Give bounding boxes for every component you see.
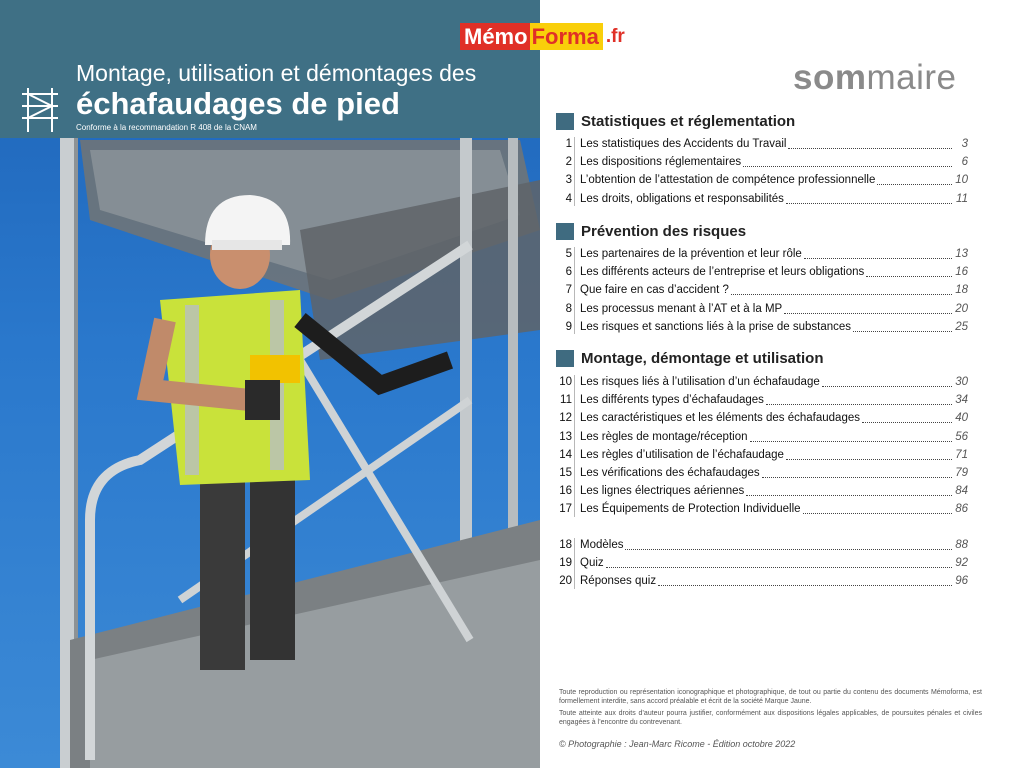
toc-leader-dots bbox=[750, 440, 953, 442]
toc-separator bbox=[574, 247, 575, 334]
toc-entry-number: 6 bbox=[565, 266, 572, 279]
document-title-line2: échafaudages de pied bbox=[76, 86, 400, 121]
photo-credit: © Photographie : Jean-Marc Ricome - Édition octobre 2022 bbox=[559, 739, 796, 749]
toc-entry[interactable] bbox=[556, 500, 968, 518]
toc-entry-number: 18 bbox=[559, 539, 572, 551]
toc-entry[interactable] bbox=[556, 446, 968, 464]
toc-entry-number: 5 bbox=[565, 248, 572, 260]
toc-entry-number: 3 bbox=[565, 174, 572, 187]
toc-entry[interactable] bbox=[556, 482, 968, 500]
memoforma-logo bbox=[460, 23, 625, 50]
toc-leader-dots bbox=[743, 165, 952, 167]
scaffold-icon bbox=[20, 86, 60, 132]
toc-section-heading bbox=[556, 223, 746, 240]
toc-entry-number: 8 bbox=[565, 302, 572, 315]
toc-entry-number: 13 bbox=[559, 430, 572, 443]
toc-entry[interactable] bbox=[556, 554, 968, 572]
toc-entry[interactable] bbox=[556, 135, 968, 153]
toc-entry-number: 16 bbox=[559, 485, 572, 498]
toc-section-heading bbox=[556, 350, 824, 367]
toc-entry[interactable] bbox=[556, 245, 968, 263]
toc-entry-label: Les processus menant à l’AT et à la MP bbox=[580, 302, 783, 315]
toc-entry[interactable] bbox=[556, 373, 968, 391]
toc-entry-page: 13 bbox=[955, 248, 968, 260]
toc-entry-page: 18 bbox=[955, 284, 968, 297]
toc-entry-number: 14 bbox=[559, 448, 572, 461]
logo-part-forma: Forma bbox=[530, 23, 603, 50]
toc-entry-number: 17 bbox=[559, 503, 572, 516]
toc-entry-label: Les vérifications des échafaudages bbox=[580, 467, 760, 479]
toc-entry-label: Les risques et sanctions liés à la prise de substances bbox=[580, 320, 852, 333]
toc-leader-dots bbox=[877, 183, 952, 185]
toc-entry-label: Les statistiques des Accidents du Travail bbox=[580, 138, 787, 150]
toc-entry-page: 84 bbox=[955, 485, 968, 498]
toc-leader-dots bbox=[866, 275, 952, 277]
toc-entry-label: Que faire en cas d’accident ? bbox=[580, 284, 729, 297]
toc-leader-dots bbox=[658, 584, 952, 586]
toc-entry-page: 88 bbox=[955, 539, 968, 551]
toc-entry-label: Les différents types d’échafaudages bbox=[580, 394, 764, 407]
toc-entry-label: Les risques liés à l’utilisation d’un échafaudage bbox=[580, 376, 820, 388]
toc-leader-dots bbox=[625, 548, 952, 550]
toc-entry-label: Les dispositions réglementaires bbox=[580, 156, 742, 169]
toc-entry-number: 15 bbox=[559, 467, 572, 479]
section-square-icon bbox=[556, 350, 574, 367]
toc-entry[interactable] bbox=[556, 391, 968, 409]
toc-entry-page: 34 bbox=[955, 394, 968, 407]
toc-entry-page: 79 bbox=[955, 467, 968, 479]
toc-entry-page: 56 bbox=[955, 430, 968, 443]
toc-separator bbox=[574, 375, 575, 517]
toc-entry-page: 20 bbox=[955, 302, 968, 315]
toc-entry[interactable] bbox=[556, 281, 968, 299]
toc-leader-dots bbox=[822, 385, 952, 387]
toc-entry[interactable] bbox=[556, 464, 968, 482]
logo-part-memo: Mémo bbox=[460, 23, 530, 50]
section-square-icon bbox=[556, 113, 574, 130]
toc-section-heading bbox=[556, 113, 795, 130]
toc-entry-label: Les règles d’utilisation de l’échafaudage bbox=[580, 448, 784, 461]
document-title-line1: Montage, utilisation et démontages des bbox=[76, 60, 477, 86]
section-square-icon bbox=[556, 223, 574, 240]
toc-entry-page: 71 bbox=[955, 448, 968, 461]
toc-entry-label: Quiz bbox=[580, 557, 604, 570]
legal-paragraph: Toute reproduction ou représentation iconographique et photographique, de tout ou partie du contenu des documents Mémoforma, est formellement interdite, sans accord préalable et écrit de la société Marque Jaune. bbox=[559, 689, 982, 705]
toc-leader-dots bbox=[803, 512, 952, 514]
toc-entry-label: Les caractéristiques et les éléments des échafaudages bbox=[580, 412, 860, 425]
toc-entry[interactable] bbox=[556, 263, 968, 281]
toc-leader-dots bbox=[766, 403, 952, 405]
toc-entry-page: 30 bbox=[955, 376, 968, 388]
toc-leader-dots bbox=[786, 202, 952, 204]
toc-leader-dots bbox=[784, 312, 952, 314]
toc-entry-label: Les partenaires de la prévention et leur rôle bbox=[580, 248, 802, 260]
toc-entry-number: 2 bbox=[565, 156, 572, 169]
toc-leader-dots bbox=[731, 293, 952, 295]
toc-separator bbox=[574, 137, 575, 206]
toc-entry-page: 16 bbox=[955, 266, 968, 279]
toc-entry-page: 11 bbox=[956, 192, 968, 205]
toc-entry-label: Les règles de montage/réception bbox=[580, 430, 748, 443]
toc-leader-dots bbox=[853, 330, 952, 332]
sommaire-regular: maire bbox=[866, 58, 957, 97]
toc-entry-label: Les différents acteurs de l’entreprise et leurs obligations bbox=[580, 266, 865, 279]
toc-entry-number: 20 bbox=[559, 575, 572, 588]
toc-entry-page: 96 bbox=[955, 575, 968, 588]
toc-leader-dots bbox=[862, 421, 952, 423]
sommaire-heading bbox=[793, 58, 957, 98]
toc-separator bbox=[574, 538, 575, 589]
toc-entry-number: 7 bbox=[565, 284, 572, 297]
section-title: Statistiques et réglementation bbox=[581, 113, 796, 130]
toc-entry-label: Les Équipements de Protection Individuelle bbox=[580, 503, 801, 516]
toc-entry[interactable] bbox=[556, 153, 968, 171]
document-subtitle: Conforme à la recommandation R 408 de la CNAM bbox=[76, 123, 257, 132]
toc-entry-label: Réponses quiz bbox=[580, 575, 657, 588]
toc-leader-dots bbox=[788, 147, 952, 149]
toc-entry[interactable] bbox=[556, 409, 968, 427]
toc-entry-page: 92 bbox=[955, 557, 968, 570]
toc-entry-label: Modèles bbox=[580, 539, 624, 551]
toc-entry[interactable] bbox=[556, 318, 968, 336]
toc-leader-dots bbox=[762, 476, 952, 478]
toc-entry-number: 11 bbox=[560, 394, 572, 407]
toc-entry-page: 10 bbox=[955, 174, 968, 187]
toc-entry-label: Les droits, obligations et responsabilités bbox=[580, 192, 784, 205]
toc-entry-number: 4 bbox=[565, 192, 572, 205]
section-title: Prévention des risques bbox=[581, 223, 747, 240]
section-title: Montage, démontage et utilisation bbox=[581, 350, 824, 367]
toc-entry-page: 40 bbox=[955, 412, 968, 425]
sommaire-bold: som bbox=[793, 58, 867, 97]
toc-entry[interactable] bbox=[556, 300, 968, 318]
legal-notice bbox=[559, 688, 982, 730]
toc-entry-number: 12 bbox=[559, 412, 572, 425]
toc-entry[interactable] bbox=[556, 190, 968, 208]
toc-entry-label: Les lignes électriques aériennes bbox=[580, 485, 745, 498]
toc-leader-dots bbox=[606, 566, 952, 568]
toc-leader-dots bbox=[746, 494, 952, 496]
toc-entry-number: 9 bbox=[565, 320, 572, 333]
toc-entry-page: 3 bbox=[961, 138, 968, 150]
toc-entry-label: L’obtention de l’attestation de compétence professionnelle bbox=[580, 174, 876, 187]
toc-leader-dots bbox=[786, 458, 952, 460]
toc-entry-number: 19 bbox=[559, 557, 572, 570]
toc-entry[interactable] bbox=[556, 428, 968, 446]
toc-entry-page: 6 bbox=[961, 156, 968, 169]
toc-entry-page: 86 bbox=[955, 503, 968, 516]
toc-entry[interactable] bbox=[556, 572, 968, 590]
toc-entry-page: 25 bbox=[955, 320, 968, 333]
toc-entry-number: 10 bbox=[559, 376, 572, 388]
title-banner bbox=[0, 0, 540, 138]
toc-entry[interactable] bbox=[556, 171, 968, 189]
logo-suffix: .fr bbox=[605, 26, 625, 47]
toc-leader-dots bbox=[804, 257, 952, 259]
toc-entry-number: 1 bbox=[565, 138, 572, 150]
toc-entry[interactable] bbox=[556, 536, 968, 554]
legal-paragraph: Toute atteinte aux droits d’auteur pourra justifier, conformément aux dispositions légales applicables, de poursuites pénales et civiles engagées à l’encontre du contrevenant. bbox=[559, 710, 982, 726]
